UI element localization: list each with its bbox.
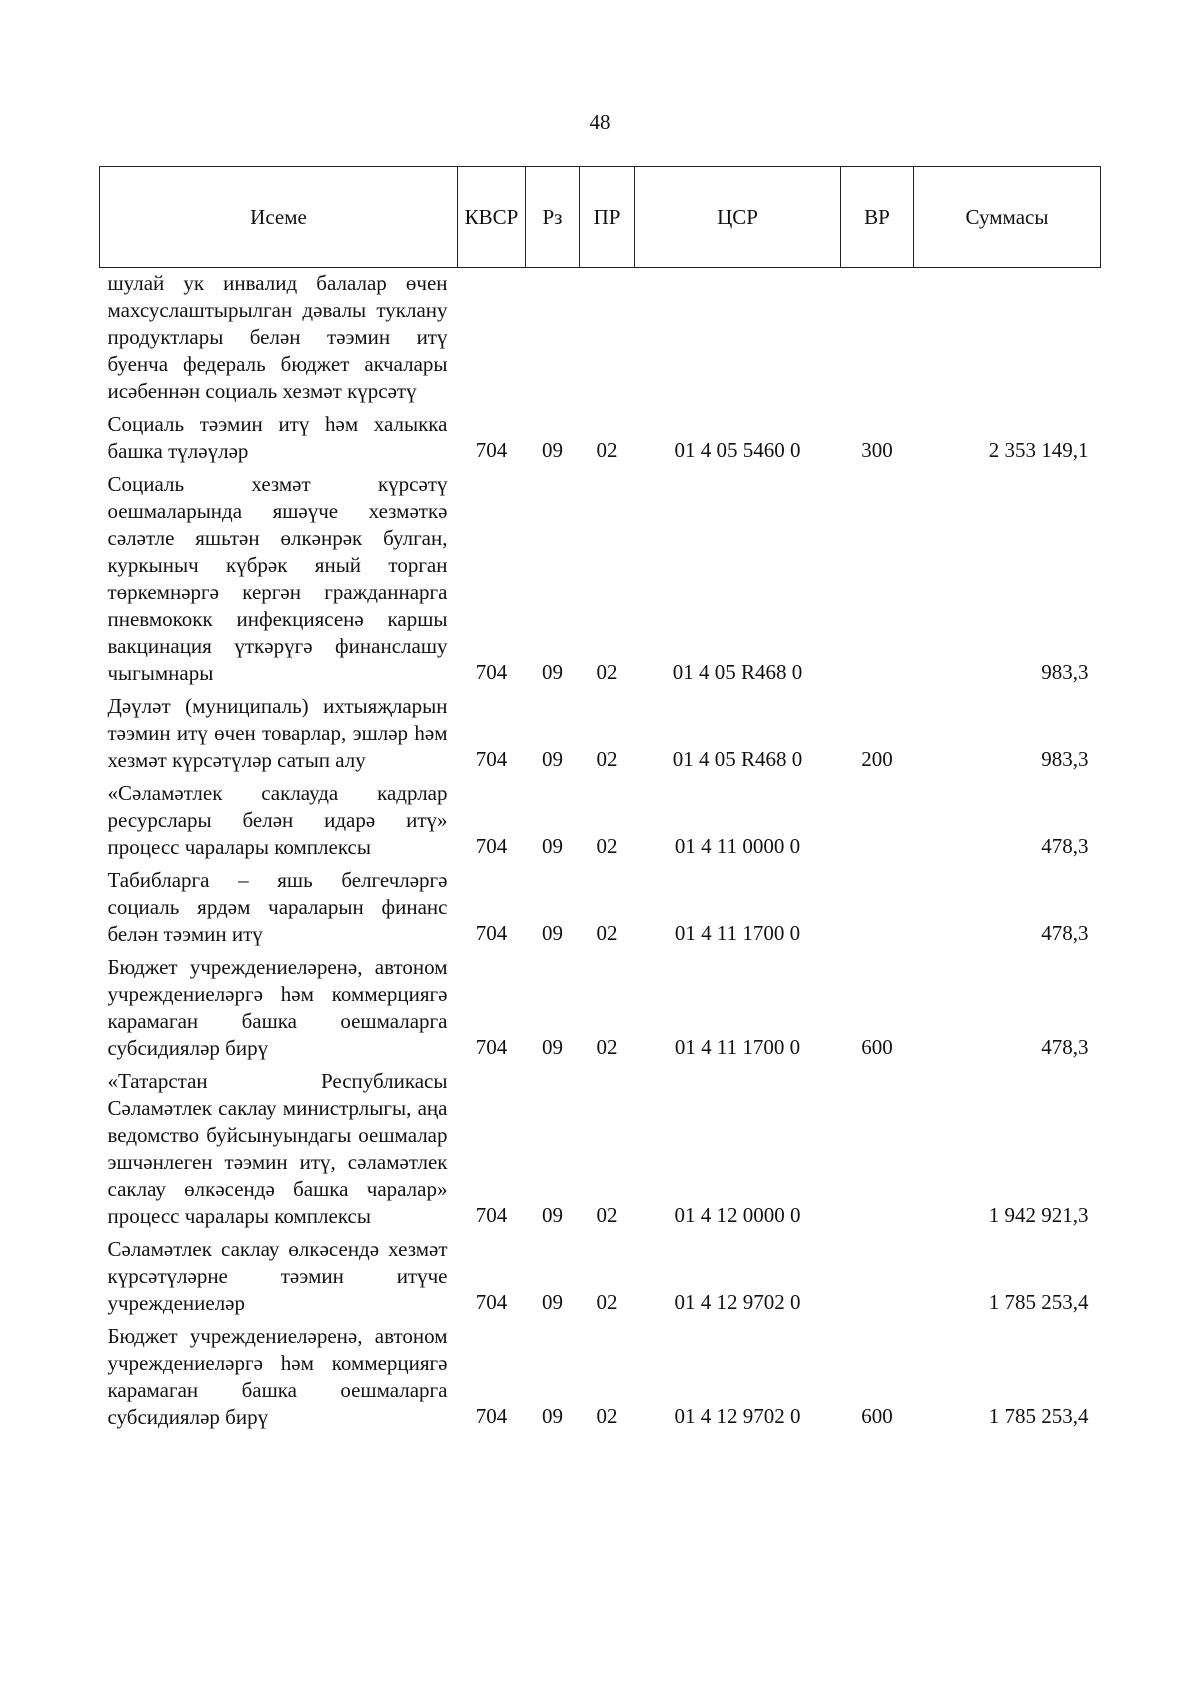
header-vr: ВР [841, 167, 914, 268]
cell-vr: 300 [861, 438, 893, 462]
page-number: 48 [589, 110, 611, 134]
cell-rz [526, 268, 580, 409]
cell-name: Сәламәтлек саклау өлкәсендә хезмәт күрсәтүләрне тәэмин итүче учреждениеләр [107, 1237, 448, 1315]
cell-vr: 600 [861, 1404, 893, 1428]
cell-sum: 2 353 149,1 [988, 438, 1089, 462]
cell-name: «Сәламәтлек саклауда кадрлар ресурслары белән идарә итү» процесс чаралары комплексы [107, 781, 448, 859]
cell-vr: 600 [861, 1035, 893, 1059]
cell-kvsr [458, 268, 526, 409]
cell-pr: 02 [596, 438, 618, 462]
cell-rz: 09 [542, 1290, 563, 1314]
cell-name: «Татарстан Республикасы Сәламәтлек саклау министрлыгы, аңа ведомство буйсынуындагы оешмалар эшчәнлеген тәэмин итү, сәламәтлек саклау өлкәсендә башка чаралар» процесс чаралары комплексы [107, 1069, 448, 1228]
cell-name: Дәүләт (муниципаль) ихтыяҗларын тәэмин итү өчен товарлар, эшләр һәм хезмәт күрсәтүләр сатып алу [107, 694, 448, 772]
cell-rz: 09 [542, 1035, 563, 1059]
cell-name: шулай ук инвалид балалар өчен махсуслаштырылган дәвалы туклану продуктлары белән тәэмин итү буенча федераль бюджет акчалары исәбеннән социаль хезмәт күрсәтү [107, 271, 448, 403]
cell-pr: 02 [596, 1404, 618, 1428]
header-csr: ЦСР [635, 167, 841, 268]
cell-vr [841, 1065, 914, 1233]
header-kvsr: КВСР [458, 167, 526, 268]
cell-sum: 478,3 [1041, 921, 1089, 945]
header-rz: Рз [526, 167, 580, 268]
cell-sum: 1 942 921,3 [988, 1203, 1089, 1227]
cell-csr: 01 4 12 9702 0 [674, 1290, 801, 1314]
table-row [100, 268, 1101, 409]
cell-sum: 478,3 [1041, 1035, 1089, 1059]
cell-vr [841, 864, 914, 951]
table-row [100, 408, 1101, 468]
table-row [100, 1233, 1101, 1320]
cell-csr: 01 4 05 R468 0 [672, 660, 803, 684]
cell-sum: 478,3 [1041, 834, 1089, 858]
cell-rz: 09 [542, 747, 563, 771]
cell-pr: 02 [596, 921, 618, 945]
cell-csr: 01 4 12 9702 0 [674, 1404, 801, 1428]
cell-csr [635, 268, 841, 409]
cell-rz: 09 [542, 834, 563, 858]
cell-rz: 09 [542, 921, 563, 945]
cell-kvsr: 704 [475, 747, 508, 771]
cell-kvsr: 704 [475, 1404, 508, 1428]
cell-pr [580, 268, 635, 409]
table-row [100, 1065, 1101, 1233]
cell-rz: 09 [542, 660, 563, 684]
cell-csr: 01 4 11 0000 0 [674, 834, 801, 858]
cell-csr: 01 4 05 R468 0 [672, 747, 803, 771]
table-row [100, 690, 1101, 777]
header-pr: ПР [580, 167, 635, 268]
cell-sum: 1 785 253,4 [988, 1290, 1089, 1314]
cell-kvsr: 704 [475, 921, 508, 945]
table-row [100, 1320, 1101, 1434]
cell-kvsr: 704 [475, 1290, 508, 1314]
cell-vr [841, 268, 914, 409]
budget-table [99, 166, 1101, 1434]
cell-rz: 09 [542, 1203, 563, 1227]
cell-kvsr: 704 [475, 834, 508, 858]
table-row [100, 777, 1101, 864]
cell-pr: 02 [596, 660, 618, 684]
table-row [100, 951, 1101, 1065]
cell-sum [914, 268, 1101, 409]
cell-kvsr: 704 [475, 438, 508, 462]
cell-vr: 200 [861, 747, 893, 771]
cell-name: Бюджет учреждениеләренә, автоном учреждениеләргә һәм коммерциягә карамаган башка оешмаларга субсидияләр бирү [107, 955, 448, 1060]
cell-pr: 02 [596, 1290, 618, 1314]
cell-csr: 01 4 11 1700 0 [674, 921, 801, 945]
cell-sum: 983,3 [1041, 747, 1089, 771]
cell-csr: 01 4 05 5460 0 [674, 438, 801, 462]
table-row [100, 468, 1101, 690]
cell-kvsr: 704 [475, 660, 508, 684]
cell-name: Табибларга – яшь белгечләргә социаль ярдәм чараларын финанс белән тәэмин итү [107, 868, 448, 946]
table-header-row [100, 167, 1101, 268]
header-sum: Суммасы [914, 167, 1101, 268]
cell-rz: 09 [542, 438, 563, 462]
cell-sum: 983,3 [1041, 660, 1089, 684]
cell-pr: 02 [596, 1203, 618, 1227]
cell-sum: 1 785 253,4 [988, 1404, 1089, 1428]
cell-csr: 01 4 11 1700 0 [674, 1035, 801, 1059]
cell-rz: 09 [542, 1404, 563, 1428]
cell-vr [841, 468, 914, 690]
cell-vr [841, 777, 914, 864]
cell-name: Бюджет учреждениеләренә, автоном учреждениеләргә һәм коммерциягә карамаган башка оешмаларга субсидияләр бирү [107, 1324, 448, 1429]
cell-pr: 02 [596, 834, 618, 858]
cell-vr [841, 1233, 914, 1320]
cell-name: Социаль хезмәт күрсәтү оешмаларында яшәүче хезмәткә сәләтле яшьтән өлкәнрәк булган, куркыныч күбрәк яный торган төркемнәргә кергән гражданнарга пневмококк инфекциясенә каршы вакцинация үткәрүгә финанслашу чыгымнары [107, 472, 448, 685]
header-name: Исеме [100, 167, 458, 268]
cell-csr: 01 4 12 0000 0 [674, 1203, 801, 1227]
cell-pr: 02 [596, 747, 618, 771]
cell-name: Социаль тәэмин итү һәм халыкка башка түләүләр [107, 412, 448, 463]
cell-kvsr: 704 [475, 1035, 508, 1059]
table-row [100, 864, 1101, 951]
cell-kvsr: 704 [475, 1203, 508, 1227]
cell-pr: 02 [596, 1035, 618, 1059]
